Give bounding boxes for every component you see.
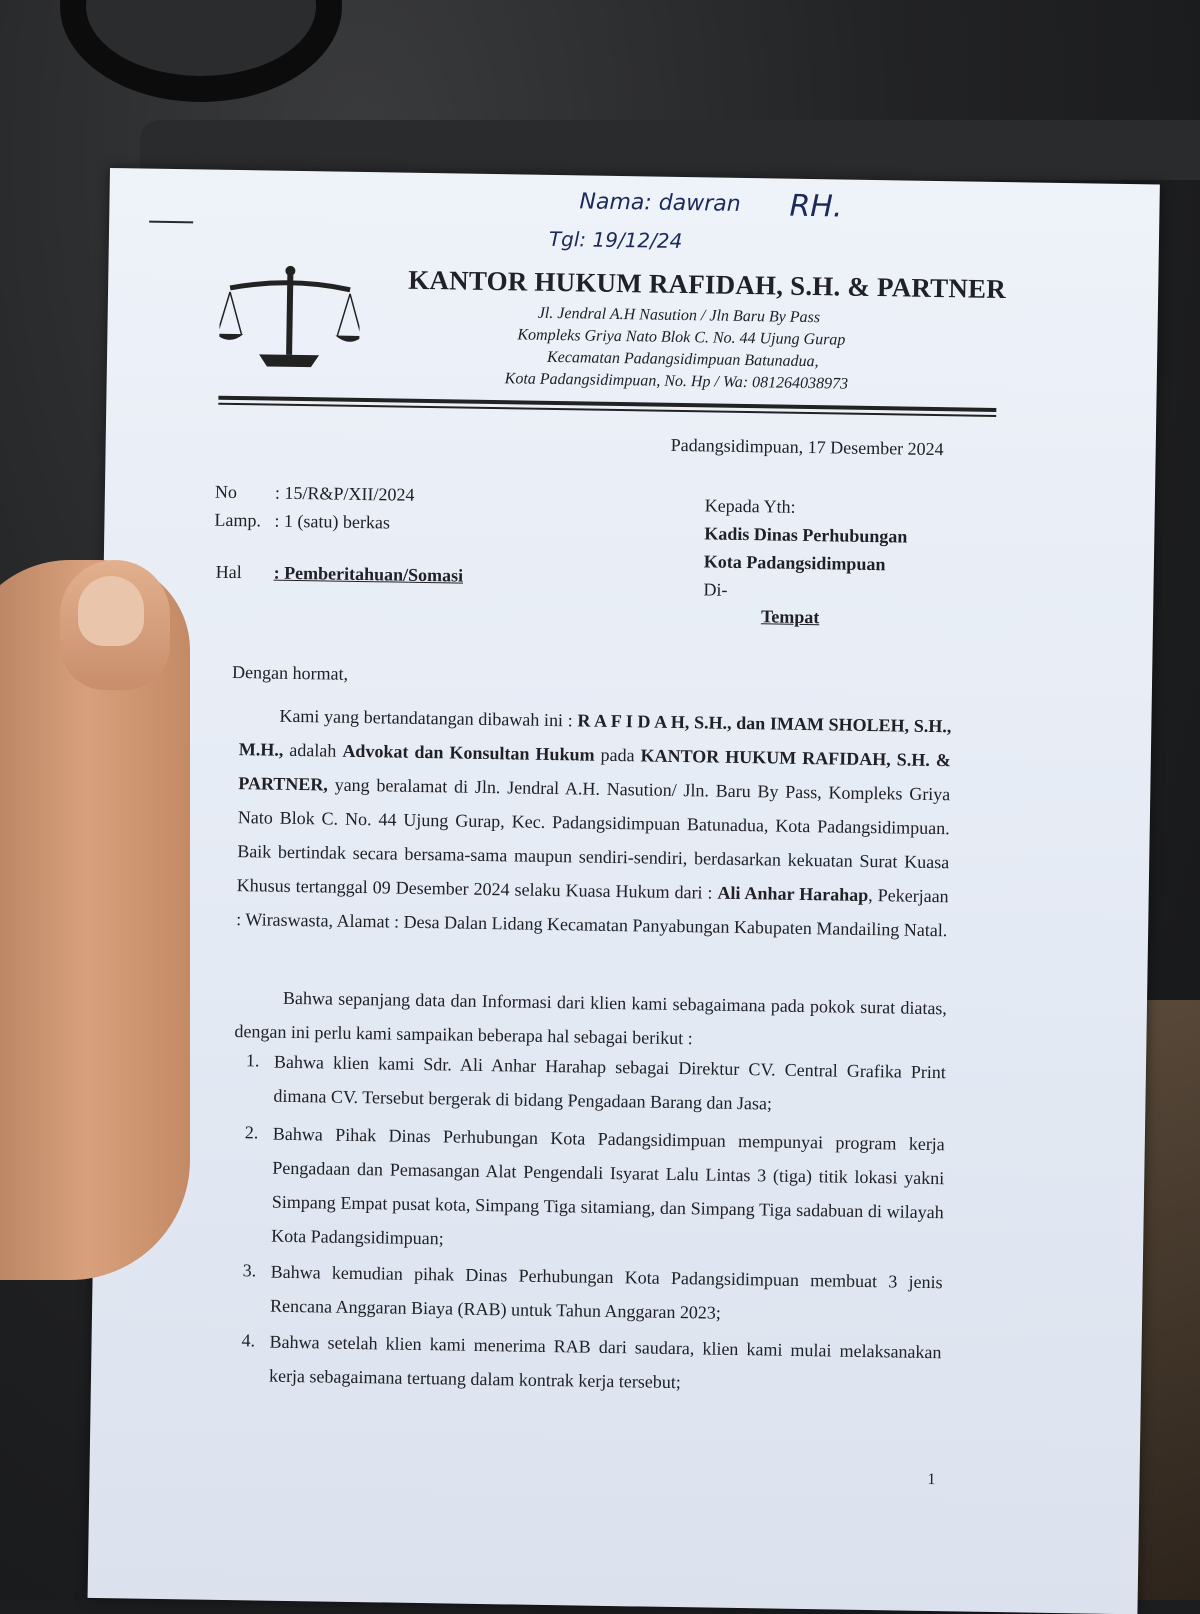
item-number: 1. <box>245 1050 260 1071</box>
page-number: 1 <box>927 1471 936 1489</box>
recipient-line: Kota Padangsidimpuan <box>703 551 886 575</box>
no-value: : 15/R&P/XII/2024 <box>274 482 415 505</box>
lawyer-names: R A F I D A H, S.H., dan IMAM SHOLEH, S.H., M.H., <box>238 710 952 760</box>
letter-page <box>88 168 1160 1614</box>
list-item: Bahwa setelah klien kami menerima RAB dari saudara, klien kami mulai melaksanakan kerja sebagaimana tertuang dalam kontrak kerja tersebut; <box>268 1331 942 1393</box>
intro-text: Kami yang bertandatangan dibawah ini : <box>279 705 578 731</box>
firm-ref: KANTOR HUKUM RAFIDAH, S.H. & PARTNER, <box>238 745 951 795</box>
lawyer-role: Advokat dan Konsultan Hukum <box>342 740 595 765</box>
salutation: Dengan hormat, <box>231 661 349 684</box>
hal-value: : Pemberitahuan/Somasi <box>273 562 464 586</box>
address-line: Kecamatan Padangsidimpuan Batunadua, <box>546 348 819 371</box>
address-line: Kompleks Griya Nato Blok C. No. 44 Ujung Gurap <box>517 326 846 349</box>
hal-label: Hal <box>215 561 242 583</box>
firm-name: KANTOR HUKUM RAFIDAH, S.H. & PARTNER <box>408 264 1007 305</box>
item-number: 4. <box>241 1330 256 1351</box>
lamp-label: Lamp. <box>214 509 262 531</box>
recipient-line: Kadis Dinas Perhubungan <box>704 523 908 547</box>
item-number: 3. <box>242 1260 257 1281</box>
recipient-line: Kepada Yth: <box>704 495 796 517</box>
date-line: Padangsidimpuan, 17 Desember 2024 <box>670 434 944 460</box>
body-paragraph: Bahwa sepanjang data dan Informasi dari klien kami sebagaimana pada pokok surat diatas, dengan ini perlu kami sampaikan beberapa hal sebagai berikut : <box>234 987 948 1049</box>
margin-dash <box>149 221 193 224</box>
thumbnail <box>78 576 144 646</box>
list-item: Bahwa Pihak Dinas Perhubungan Kota Padangsidimpuan mempunyai program kerja Pengadaan dan Pemasangan Alat Pengendali Isyarat Lalu Lintas 3 (tiga) titik lokasi yakni Simpang Empat pusat kota, Simpang Tiga sitamiang, dan Simpang Tiga sadabuan di wilayah Kota Padangsidimpuan; <box>271 1123 945 1249</box>
client-name: Ali Anhar Harahap <box>717 882 869 905</box>
list-item: Bahwa klien kami Sdr. Ali Anhar Harahap sebagai Direktur CV. Central Grafika Print dimana CV. Tersebut bergerak di bidang Pengadaan Barang dan Jasa; <box>273 1051 947 1114</box>
address-line: Jl. Jendral A.H Nasution / Jln Baru By Pass <box>537 304 821 327</box>
intro-text: , Pekerjaan : Wiraswasta, Alamat : Desa Dalan Lidang Kecamatan Panyabungan Kabupaten Mandailing Natal. <box>236 885 949 941</box>
recipient-line: Tempat <box>760 606 820 628</box>
list-item: Bahwa kemudian pihak Dinas Perhubungan Kota Padangsidimpuan membuat 3 jenis Rencana Anggaran Biaya (RAB) untuk Tahun Anggaran 2023; <box>269 1261 943 1323</box>
scales-of-justice-icon <box>219 262 361 374</box>
handwritten-date: Tgl: 19/12/24 <box>548 226 683 253</box>
handwritten-initials: RH. <box>789 188 843 225</box>
item-number: 2. <box>244 1122 259 1143</box>
intro-text: pada <box>594 744 641 766</box>
lamp-value: : 1 (satu) berkas <box>274 510 391 533</box>
handwritten-name: Nama: dawran <box>579 189 741 217</box>
address-line: Kota Padangsidimpuan, No. Hp / Wa: 081264038973 <box>504 370 849 393</box>
no-label: No <box>214 481 238 503</box>
intro-paragraph <box>236 698 952 947</box>
recipient-line: Di- <box>703 579 728 600</box>
intro-text: adalah <box>283 739 343 761</box>
intro-text: yang beralamat di Jln. Jendral A.H. Nasution/ Jln. Baru By Pass, Kompleks Griya Nato Blok C. No. 44 Ujung Gurap, Kec. Padangsidimpuan Batunadua, Kota Padangsidimpuan. Baik bertindak secara bersama-sama maupun sendiri-sendiri, berdasarkan kekuatan Surat Kuasa Khusus tertanggal 09 Desember 2024 selaku Kuasa Hukum dari : <box>236 774 951 903</box>
